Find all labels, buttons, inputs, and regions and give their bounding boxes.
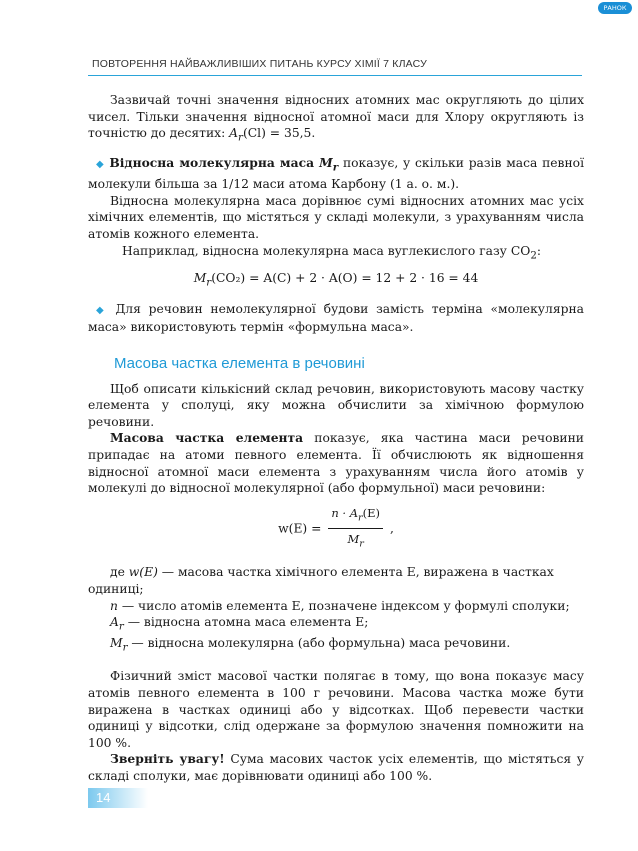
paragraph-formula-mass: [88, 301, 584, 336]
term: Масова частка елемента: [110, 430, 304, 446]
paragraph-molecular-mass-sum: Відносна молекулярна маса дорівнює сумі відносних атомних мас усіх хімічних елементів, що містяться у складі молекули, з урахуванням числа атомів кожного елемента.: [88, 193, 584, 242]
paragraph-mass-fraction-intro: Щоб описати кількісний склад речовин, використовують масову частку елемента у сполуці, яку можна обчислити за хімічною формулою речовини.: [88, 381, 584, 429]
punctuation: ,: [389, 521, 394, 536]
symbol: A: [229, 126, 239, 141]
subscript: r: [359, 537, 364, 549]
formula-text: (CO₂) = A(C) + 2 · A(O) = 12 + 2 · 16 = 44: [211, 270, 479, 285]
definition-w: де w(E) — масова частка хімічного елемента E, виражена в частках одиниці;: [88, 565, 554, 597]
formula-mass-fraction: [88, 505, 584, 553]
header-rule: [88, 75, 582, 76]
publisher-logo: РАНОК: [598, 2, 632, 14]
diamond-bullet-icon: ◆: [96, 304, 108, 316]
section-heading: Масова частка елемента в речовині: [114, 354, 365, 372]
paragraph-molecular-mass-definition: [88, 155, 584, 193]
definition-text: — відносна атомна маса елемента E;: [123, 615, 369, 630]
paragraph-text: Для речовин немолекулярної будови замість терміна «молекулярна маса» використовують термін «формульна маса».: [88, 301, 584, 335]
paragraph-rounding: [88, 92, 584, 146]
denominator: [328, 529, 383, 553]
subscript: r: [332, 161, 339, 174]
symbol: M: [193, 270, 207, 285]
page-content: [88, 92, 584, 785]
formula-lhs: w(E) =: [278, 521, 322, 536]
paragraph-physical-meaning: Фізичний зміст масової частки полягає в тому, що вона показує масу атомів певного елемента в 100 г речовини. Масова частка може бути виражена в частках одиниці або у відсотках. Щоб перевести частки одиниці у відсотки, слід одержане за формулою значення помножити на 100 %.: [88, 669, 584, 750]
diamond-bullet-icon: ◆: [96, 159, 105, 171]
paragraph-mass-fraction-definition: [88, 430, 584, 496]
symbol: A: [110, 615, 119, 630]
symbol: n: [110, 598, 118, 613]
subscript: r: [122, 641, 128, 654]
definition-text: — масова частка хімічного елемента E, виражена в частках одиниці;: [88, 565, 554, 597]
definition-text: — відносна молекулярна (або формульна) маса речовини.: [127, 636, 511, 651]
term: Відносна молекулярна маса: [109, 155, 320, 171]
paragraph-text: показує, у скільки разів маса певної молекули більша за 1/12 маси атома Карбону (1 а. о. м.).: [88, 156, 585, 192]
symbol: w(E): [128, 565, 158, 580]
definition-text: — число атомів елемента E, позначене індексом у формулі сполуки;: [117, 598, 570, 613]
fraction: [328, 505, 383, 553]
definition-n: [88, 598, 584, 615]
value: (Cl) = 35,5.: [242, 126, 316, 141]
numerator: [328, 505, 383, 529]
paragraph-text: показує, яка частина маси речовини припадає на атоми певного елемента. Її обчислюють як відношення відносної атомної маси елемента з урахуванням числа його атомів у молекулі до відносної молекулярної (або формульної) маси речовини:: [88, 431, 584, 496]
paragraph-text: Наприклад, відносна молекулярна маса вуглекислого газу CO: [122, 243, 531, 258]
paragraph-note: [88, 751, 584, 784]
symbol: M: [110, 636, 123, 651]
paragraph-text: Сума масових часток усіх елементів, що містяться у складі сполуки, має дорівнювати одиниці або 100 %.: [88, 752, 584, 783]
numerator-rest: (E): [362, 505, 381, 520]
note-label: Зверніть увагу!: [110, 751, 225, 767]
subscript: 2: [530, 249, 537, 262]
subscript: r: [206, 276, 212, 289]
numerator-text: n · A: [331, 505, 359, 520]
subscript: r: [358, 511, 363, 523]
subscript: r: [238, 131, 243, 144]
page-number: 14: [96, 790, 111, 805]
running-header: ПОВТОРЕННЯ НАЙВАЖЛИВІШИХ ПИТАНЬ КУРСУ ХІМІЇ 7 КЛАСУ: [92, 58, 427, 70]
symbol: M: [319, 155, 333, 171]
punctuation: :: [536, 243, 541, 258]
definition-ar: [88, 614, 584, 635]
denominator-text: M: [347, 531, 360, 546]
paragraph-text: Зазвичай точні значення відносних атомних мас округляють до цілих чисел. Тільки значення відносної атомної маси для Хлору округляють із точністю до десятих:: [88, 93, 584, 141]
paragraph-example: [88, 243, 584, 264]
subscript: r: [118, 620, 124, 633]
formula-co2: [88, 270, 584, 291]
definition-mr: [88, 635, 584, 656]
